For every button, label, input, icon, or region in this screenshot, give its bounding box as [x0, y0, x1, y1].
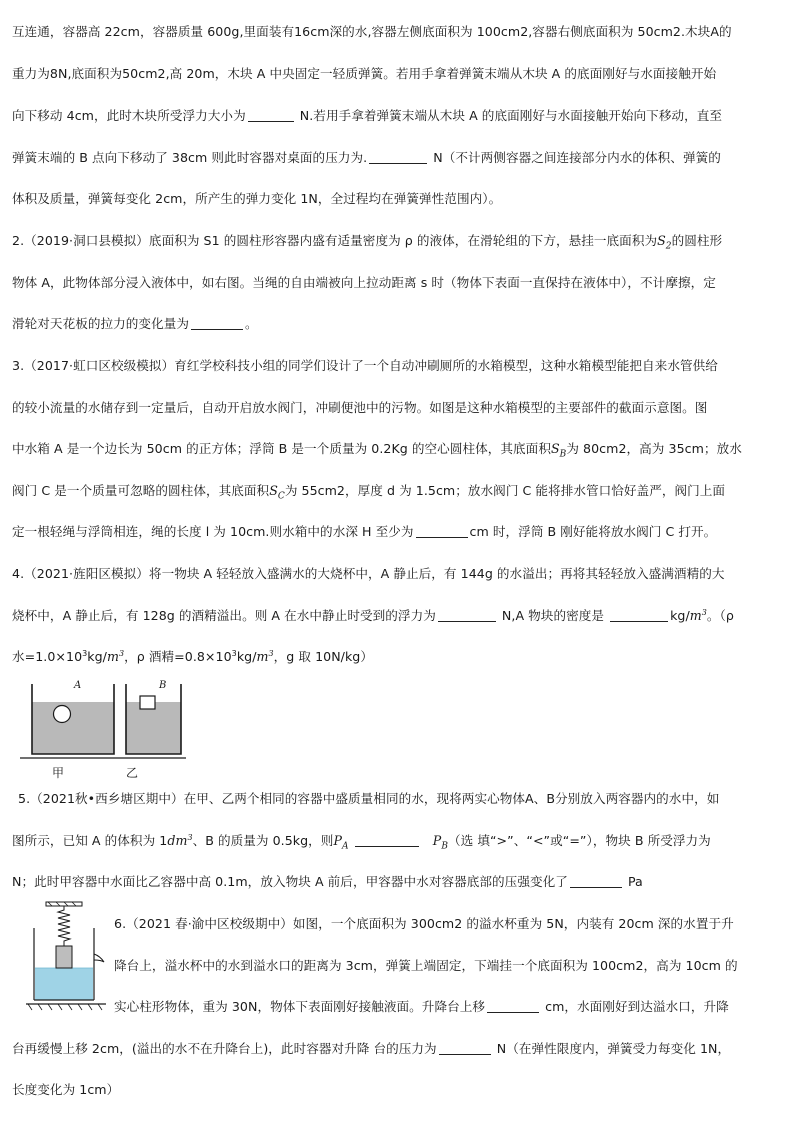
answer-blank[interactable] — [248, 107, 294, 122]
answer-blank[interactable] — [487, 998, 539, 1013]
overflow-cup-diagram — [26, 900, 122, 1016]
math-pa: $P_A$ — [333, 833, 349, 852]
object-a-sphere — [54, 706, 71, 723]
math-m3: $m^3$ — [689, 608, 707, 623]
q2-line-3 — [12, 314, 782, 334]
q6-text: N（在弹性限度内，弹簧受力每变化 1N， — [496, 1041, 731, 1056]
q5-text: N；此时甲容器中水面比乙容器中高 0.1m，放入物块 A 前后，甲容器中水对容器底部的压强变化了 — [12, 874, 568, 889]
math-pb: $P_B$ — [432, 833, 448, 852]
containers-figure — [18, 680, 188, 780]
q3-line-3 — [12, 439, 782, 465]
q1-line-3 — [12, 106, 782, 126]
q4-text: kg/ — [87, 649, 107, 664]
q4-line-1: 4.（2021·旌阳区模拟）将一物块 A 轻轻放入盛满水的大烧杯中，A 静止后，有 144g 的水溢出；再将其轻轻放入盛满酒精的大 — [12, 566, 725, 581]
label-jia: 甲 — [52, 766, 65, 780]
q2-line-1 — [12, 231, 782, 257]
q6-line-3 — [114, 997, 786, 1017]
answer-blank[interactable] — [439, 1040, 491, 1055]
q6-line-4 — [12, 1039, 782, 1059]
q4-line-3: 水$=1.0\times 10^3kg/m^3$，ρ 酒精$=0.8\times 10^3kg/m^3$，g 取 10N/kg） — [12, 649, 373, 664]
q4-line-2 — [12, 606, 782, 626]
q6-text: cm，水面刚好到达溢水口，升降 — [545, 999, 729, 1014]
math-sb: $S_B$ — [550, 441, 567, 460]
q5-line-2 — [12, 831, 782, 857]
q1-line-1: 互连通，容器高 22cm，容器质量 600g,里面装有16cm深的水,容器左侧底面积为 100cm2,容器右侧底面积为 50cm2.木块A的 — [12, 24, 732, 39]
q2-text: 2.（2019·洞口县模拟）底面积为 S1 的圆柱形容器内盛有适量密度为 ρ 的液体，在滑轮组的下方，悬挂一底面积为 — [12, 233, 658, 248]
q5-text: 、B 的质量为 0.5kg，则 — [192, 833, 334, 848]
q6-line-2: 降台上，溢水杯中的水到溢水口的距离为 3cm，弹簧上端固定，下端挂一个底面积为 100cm2，高为 10cm 的 — [114, 958, 738, 973]
q3-text: 为 55cm2，厚度 d 为 1.5cm；放水阀门 C 能将排水管口恰好盖严，阀门上面 — [284, 483, 726, 498]
answer-blank[interactable] — [610, 607, 668, 622]
label-a: A — [74, 680, 82, 691]
q1-line-2: 重力为8N,底面积为50cm2,高 20m，木块 A 中央固定一轻质弹簧。若用手拿着弹簧末端从木块 A 的底面刚好与水面接触开始 — [12, 66, 717, 81]
q3-line-1: 3.（2017·虹口区校级模拟）育红学校科技小组的同学们设计了一个自动冲刷厕所的水箱模型，这种水箱模型能把自来水管供给 — [12, 358, 718, 373]
label-b: B — [159, 680, 167, 691]
q2-text: 。 — [245, 316, 258, 331]
q4-text: kg/ — [236, 649, 257, 664]
q3-text: cm 时，浮筒 B 刚好能将放水阀门 C 打开。 — [469, 524, 717, 539]
q2-line-2: 物体 A，此物体部分浸入液体中，如右图。当绳的自由端被向上拉动距离 s 时（物体下表面一直保持在液体中），不计摩擦，定 — [12, 275, 716, 290]
q3-text: 为 80cm2，高为 35cm；放水 — [566, 441, 742, 456]
answer-blank[interactable] — [416, 523, 468, 538]
spring — [58, 906, 70, 946]
q6-text: 实心柱形物体，重为 30N，物体下表面刚好接触液面。升降台上移 — [114, 999, 486, 1014]
q4-text: 水=1.0×10 — [12, 649, 83, 664]
q1-text: N.若用手拿着弹簧末端从木块 A 的底面刚好与水面接触开始向下移动，直至 — [299, 108, 723, 123]
label-yi: 乙 — [126, 766, 139, 780]
q1-line-4 — [12, 148, 782, 168]
water-q6 — [35, 968, 93, 1000]
q5-line-1: 5.（2021秋•西乡塘区期中）在甲、乙两个相同的容器中盛质量相同的水，现将两实心物体A、B分别放入两容器内的水中，如 — [18, 791, 720, 806]
q4-text: N,A 物块的密度是 — [501, 608, 605, 623]
answer-blank[interactable] — [191, 315, 243, 330]
q4-text: kg/ — [670, 608, 690, 623]
q6-line-1: 6.（2021 春·渝中区校级期中）如图，一个底面积为 300cm2 的溢水杯重为 5N，内装有 20cm 深的水置于升 — [114, 916, 734, 931]
q3-text: 定一根轻绳与浮筒相连，绳的长度 l 为 10cm.则水箱中的水深 H 至少为 — [12, 524, 414, 539]
math-m3: $m^3$ — [256, 649, 274, 664]
math-sc: $S_C$ — [269, 483, 285, 502]
answer-blank[interactable] — [438, 607, 496, 622]
answer-blank[interactable] — [355, 832, 419, 847]
q4-text: 。（ρ — [706, 608, 734, 623]
answer-blank[interactable] — [570, 873, 622, 888]
q1-text: N（不计两侧容器之间连接部分内水的体积、弹簧的 — [433, 150, 721, 165]
q2-text: 的圆柱形 — [671, 233, 723, 248]
overflow-spout — [94, 954, 104, 962]
q5-text: Pa — [627, 874, 643, 889]
q3-text: 中水箱 A 是一个边长为 50cm 的正方体；浮筒 B 是一个质量为 0.2Kg 的空心圆柱体，其底面积 — [12, 441, 551, 456]
water-yi — [126, 702, 181, 754]
q5-line-3 — [12, 872, 782, 892]
math-m3: $m^3$ — [106, 649, 125, 664]
q3-line-2: 的较小流量的水储存到一定量后，自动开启放水阀门，冲刷便池中的污物。如图是这种水箱模型的主要部件的截面示意图。图 — [12, 400, 708, 415]
q1-text: 弹簧末端的 B 点向下移动了 38cm 则此时容器对桌面的压力为. — [12, 150, 368, 165]
water-jia — [32, 702, 114, 754]
q1-text: 向下移动 4cm，此时木块所受浮力大小为 — [12, 108, 246, 123]
q4-text: ，ρ 酒精=0.8×10 — [124, 649, 232, 664]
q3-line-5 — [12, 522, 782, 542]
containers-diagram — [18, 680, 188, 780]
q2-text: 滑轮对天花板的拉力的变化量为 — [12, 316, 190, 331]
overflow-cup-figure — [26, 900, 122, 1016]
q1-line-5: 体积及质量，弹簧每变化 2cm，所产生的弹力变化 1N，全过程均在弹簧弹性范围内）。 — [12, 191, 502, 206]
math-s2: $S_2$ — [657, 233, 672, 252]
q6-text: 台再缓慢上移 2cm，(溢出的水不在升降台上)，此时容器对升降 台的压力为 — [12, 1041, 437, 1056]
math-dm3: $dm^3$ — [167, 833, 193, 848]
q5-text: 图所示，已知 A 的体积为 1 — [12, 833, 168, 848]
q4-text: 烧杯中，A 静止后，有 128g 的酒精溢出。则 A 在水中静止时受到的浮力为 — [12, 608, 436, 623]
q6-line-5: 长度变化为 1cm） — [12, 1082, 120, 1097]
q4-text: ，g 取 10N/kg） — [273, 649, 373, 664]
cylinder-object — [56, 946, 72, 968]
answer-blank[interactable] — [369, 149, 427, 164]
q5-text: （选 填“>”、“<”或“=”），物块 B 所受浮力为 — [447, 833, 711, 848]
q3-line-4 — [12, 481, 782, 507]
object-b-block — [140, 696, 155, 709]
q3-text: 阀门 C 是一个质量可忽略的圆柱体，其底面积 — [12, 483, 270, 498]
